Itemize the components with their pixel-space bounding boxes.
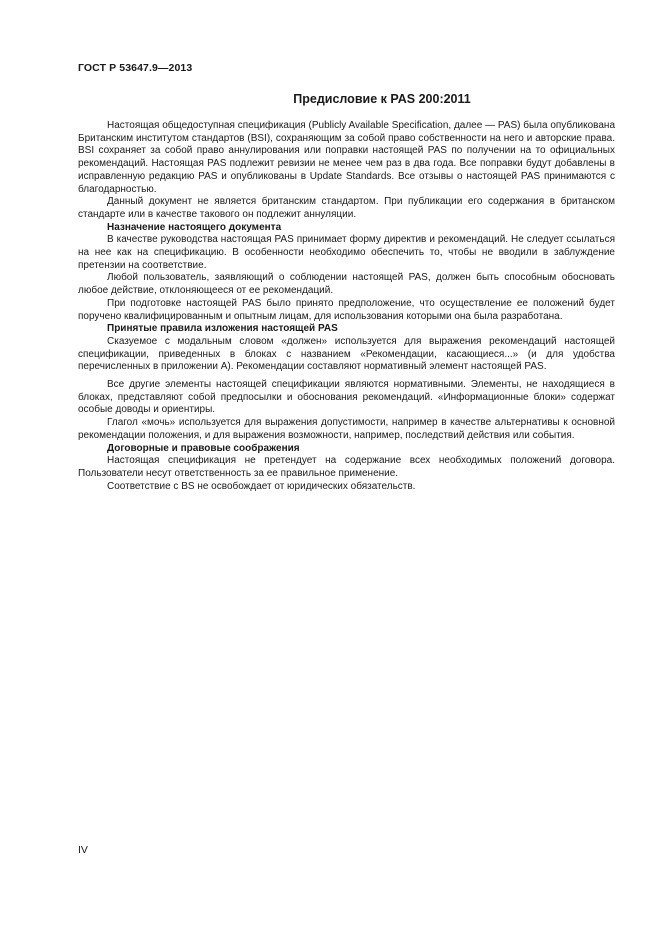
section-heading: Договорные и правовые соображения	[107, 442, 300, 454]
paragraph: При подготовке настоящей PAS было принято предположение, что осуществление ее положений будет поручено квалифицированным и опытным лицам, для использования которыми она была разработана.	[78, 297, 615, 322]
paragraph: Соответствие с BS не освобождает от юридических обязательств.	[107, 480, 416, 492]
section-heading: Принятые правила изложения настоящей PAS	[107, 323, 338, 335]
paragraph: Настоящая спецификация не претендует на содержание всех необходимых положений договора. Пользователи несут ответственность за ее правильное применение.	[78, 455, 615, 479]
paragraph: Данный документ не является британским стандартом. При публикации его содержания в британском стандарте или в качестве такового он подлежит аннуляции.	[78, 196, 615, 220]
document-id: ГОСТ Р 53647.9—2013	[78, 62, 193, 74]
section-heading: Назначение настоящего документа	[107, 221, 282, 233]
page-number: IV	[78, 844, 88, 856]
paragraph: Глагол «мочь» используется для выражения допустимости, например в качестве альтернативы к основной рекомендации положения, и для выражения возможности, например, последствий действия или события.	[78, 417, 615, 441]
page-title: Предисловие к PAS 200:2011	[293, 92, 471, 106]
paragraph: Сказуемое с модальным словом «должен» используется для выражения рекомендаций настоящей спецификации, приведенных в блоках с названием «Рекомендации, касающиеся...» (и для удобства перечисленных в приложении А). Рекомендации составляют нормативный элемент настоящей PAS.	[78, 335, 615, 373]
paragraph: Любой пользователь, заявляющий о соблюдении настоящей PAS, должен быть способным обосновать любое действие, отклоняющееся от ее рекомендаций.	[78, 272, 615, 297]
paragraph: Все другие элементы настоящей спецификации являются нормативными. Элементы, не находящиеся в блоках, представляют собой предпосылки и обоснования рекомендаций. «Информационные блоки» содержат особые доводы и ориентиры.	[78, 379, 615, 416]
paragraph: В качестве руководства настоящая PAS принимает форму директив и рекомендаций. Не следует ссылаться на нее как на спецификацию. В особенности необходимо обеспечить то, чтобы не вводили в заблуждение претензии на соответствие.	[78, 234, 615, 271]
body-text	[78, 120, 615, 493]
paragraph: Настоящая общедоступная спецификация (Publicly Available Specification, далее — PAS) была опубликована Британским институтом стандартов (BSI), сохраняющим за собой право собственности на него и авторские права. BSI сохраняет за собой право аннулирования или поправки настоящей PAS по получении на то официальных рекомендаций. Настоящая PAS подлежит ревизии не менее чем раз в два года. Все поправки будут добавлены в исправленную редакцию PAS и опубликованы в Update Standards. Все отзывы о настоящей PAS принимаются с благодарностью.	[78, 120, 616, 195]
